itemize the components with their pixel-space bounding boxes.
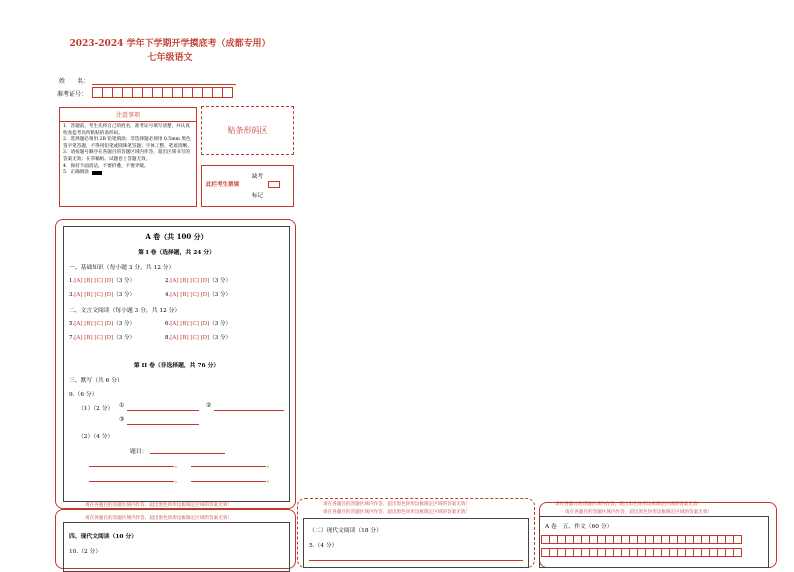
mc-question[interactable]: 4.[A] [B] [C] [D]（3 分） xyxy=(165,292,232,298)
part1-title: 第 I 卷（选择题，共 24 分） xyxy=(138,250,215,256)
topic-label: 题目： xyxy=(130,449,148,455)
column-2-title: （二）现代文阅读（18 分） xyxy=(309,528,382,534)
essay-grid[interactable] xyxy=(541,535,741,557)
ticket-number-boxes[interactable] xyxy=(92,87,232,98)
absent-mark-label: 标记 xyxy=(252,193,264,199)
name-label: 姓 名： xyxy=(59,78,90,85)
absent-label: 缺考 xyxy=(252,174,264,180)
mc-question[interactable]: 1.[A] [B] [C] [D]（3 分） xyxy=(69,278,136,284)
absent-box xyxy=(201,165,294,207)
notice-box xyxy=(59,107,197,207)
notice-title: 注意事项 xyxy=(60,108,196,122)
warning-text: 请在各题目的答题区域内作答，超出黑色矩形边框限定区域的答案无效！ xyxy=(323,502,471,507)
mc-question[interactable]: 7.[A] [B] [C] [D]（3 分） xyxy=(69,335,136,341)
absent-checkbox[interactable] xyxy=(268,181,280,188)
warning-text: 请在各题目的答题区域内作答，超出黑色矩形边框限定区域的答案无效！ xyxy=(565,510,713,515)
warning-text: 请在各题目的答题区域内作答，超出黑色矩形边框限定区域的答案无效！ xyxy=(555,502,703,507)
answer-blank[interactable] xyxy=(309,560,523,561)
notice-item: 4．保持卡面清洁，不要折叠、不要弄破。 xyxy=(63,163,149,169)
answer-blank[interactable] xyxy=(191,481,266,482)
warning-text: 请在各题目的答题区域内作答，超出黑色矩形边框限定区域的答案无效！ xyxy=(323,510,471,515)
circle-3: ③ xyxy=(119,417,125,423)
group1-title: 一、基础知识（每小题 3 分，共 12 分） xyxy=(69,265,175,271)
exam-subtitle: 七年级语文 xyxy=(147,53,193,63)
question-9: 9.（6 分） xyxy=(69,392,98,398)
mc-question[interactable]: 3.[A] [B] [C] [D]（3 分） xyxy=(69,292,136,298)
notice-item: 5．正确填涂 xyxy=(63,170,89,176)
period: 。 xyxy=(267,463,273,469)
exam-title: 2023-2024 学年下学期开学摸底考（成都专用） xyxy=(69,39,271,49)
warning-text: 请在各题目的答题区域内作答，超出黑色矩形边框限定区域的答案无效！ xyxy=(85,516,233,521)
notice-item: 1．答题前，考生先将自己的姓名，准考证号填写清楚，并认真检查监考员所粘贴的条形码。 xyxy=(63,124,190,136)
group3-title: 三、默写（共 6 分） xyxy=(69,378,123,384)
answer-blank[interactable] xyxy=(89,466,174,467)
question-10: 10.（2 分） xyxy=(69,549,102,555)
period: 。 xyxy=(267,478,273,484)
essay-title: A 卷 五、作文（60 分） xyxy=(545,524,613,530)
answer-blank[interactable] xyxy=(89,481,174,482)
section-a-title: A 卷（共 100 分） xyxy=(145,232,208,241)
name-field[interactable] xyxy=(92,84,236,85)
topic-blank[interactable] xyxy=(150,453,225,454)
barcode-area xyxy=(201,106,294,155)
answer-blank[interactable] xyxy=(127,410,199,411)
question-9-1: （1）（2 分） xyxy=(78,406,114,412)
section-4-title: 四、现代文阅读（10 分） xyxy=(69,534,138,540)
question-9-2: （2）（4 分） xyxy=(78,434,114,440)
part2-title: 第 II 卷（非选择题，共 76 分） xyxy=(133,363,220,369)
warning-text: 请在各题目的答题区域内作答，超出黑色矩形边框限定区域的答案无效！ xyxy=(85,503,233,508)
ticket-label: 准考证号： xyxy=(57,91,88,98)
mc-question[interactable]: 2.[A] [B] [C] [D]（3 分） xyxy=(165,278,232,284)
mc-question[interactable]: 8.[A] [B] [C] [D]（3 分） xyxy=(165,335,232,341)
group2-title: 二、文言文阅读（每小题 3 分，共 12 分） xyxy=(69,308,181,314)
mc-question[interactable]: 5.[A] [B] [C] [D]（3 分） xyxy=(69,321,136,327)
answer-blank[interactable] xyxy=(214,410,284,411)
barcode-label: 贴条形码区 xyxy=(227,126,268,135)
notice-item: 3．请按题号顺序在各题目的答题区域内作答，超出区域书写的答案无效；在草稿纸、试题卷上答题无效。 xyxy=(63,150,190,162)
circle-2: ② xyxy=(206,403,212,409)
filled-sample-icon xyxy=(92,171,102,175)
absent-notice: 此栏考生禁填 xyxy=(206,182,240,188)
answer-blank[interactable] xyxy=(127,424,199,425)
answer-blank[interactable] xyxy=(191,466,266,467)
comma: ， xyxy=(175,478,181,484)
comma: ， xyxy=(175,463,181,469)
mc-question[interactable]: 6.[A] [B] [C] [D]（3 分） xyxy=(165,321,232,327)
column-2-question: 5.（4 分） xyxy=(309,543,338,549)
circle-1: ① xyxy=(119,403,125,409)
notice-item: 2．选择题必须用 2B 铅笔填涂；非选择题必须用 0.5mm 黑色签字笔答题，不得用铅笔或圆珠笔答题；字体工整、笔迹清晰。 xyxy=(63,137,192,149)
